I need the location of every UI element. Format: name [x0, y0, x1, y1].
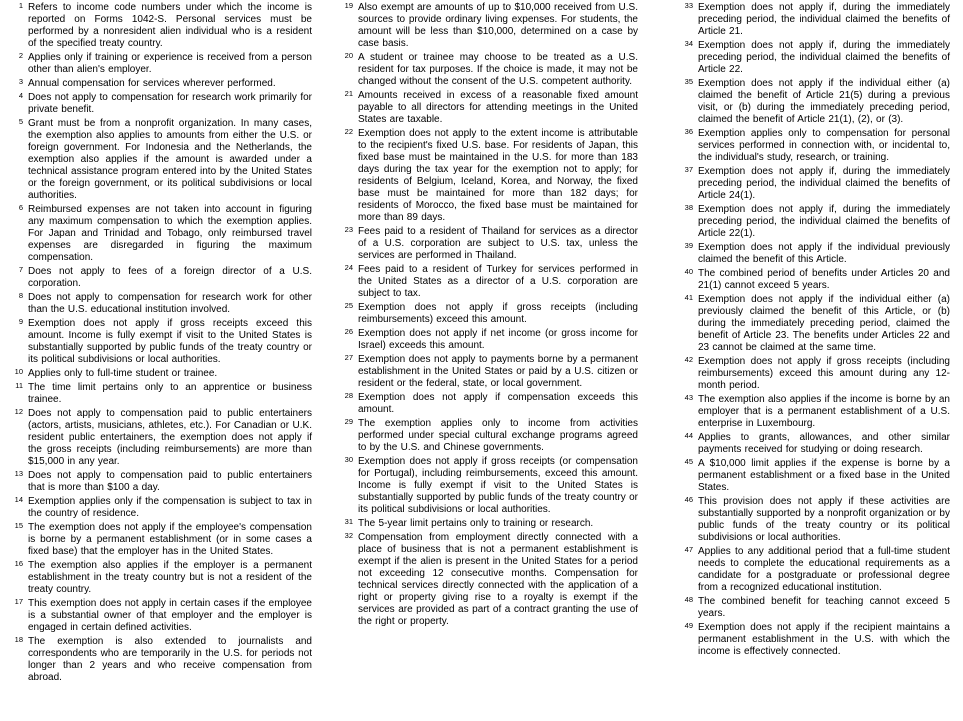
footnote-number: 32	[344, 531, 353, 540]
footnote-text: Grant must be from a nonprofit organization. In many cases, the exemption also applies to amounts from either the U.S. or foreign government. For Indonesia and the Netherlands, the exemption also applies if the amount is awarded under a technical assistance program entered into by the United States or the foreign government, or its political subdivisions or local authorities.	[28, 118, 312, 201]
footnote-item	[678, 294, 950, 354]
footnote-number: 22	[344, 127, 353, 136]
footnote-number: 34	[684, 39, 693, 48]
footnote-item	[678, 622, 950, 658]
footnote-text: Also exempt are amounts of up to $10,000 received from U.S. sources to provide ordinary living expenses. For students, the amount will be less than $10,000, determined on a case by case basis.	[358, 2, 638, 49]
footnote-number: 44	[684, 431, 693, 440]
footnote-text: Reimbursed expenses are not taken into account in figuring any maximum compensation to which the exemption applies. For Japan and Trinidad and Tobago, only reimbursed travel expenses are disregarded in figuring the maximum compensation.	[28, 204, 312, 263]
footnote-number: 19	[344, 1, 353, 10]
footnote-item	[8, 266, 312, 290]
footnote-number: 10	[14, 367, 23, 376]
footnote-item	[338, 226, 638, 262]
footnote-item	[8, 92, 312, 116]
footnote-number: 38	[684, 203, 693, 212]
footnote-text: Fees paid to a resident of Thailand for services as a director of a U.S. corporation are subject to U.S. tax, unless the services are performed in Thailand.	[358, 226, 638, 261]
footnote-item	[338, 456, 638, 516]
footnote-number: 21	[344, 89, 353, 98]
footnote-number: 41	[684, 293, 693, 302]
footnote-number: 36	[684, 127, 693, 136]
footnote-number: 28	[344, 391, 353, 400]
footnote-text: The exemption applies only to income from activities performed under special cultural exchange programs agreed to by the U.S. and Chinese governments.	[358, 418, 638, 453]
footnote-number: 33	[684, 1, 693, 10]
footnote-text: Exemption does not apply if the individual either (a) claimed the benefit of Article 21(5) during a previous visit, or (b) during the immediately preceding period, claimed the benefit of Article 21(1), (2), or (3).	[698, 78, 950, 125]
footnote-number: 20	[344, 51, 353, 60]
footnote-item	[8, 204, 312, 264]
footnote-number: 15	[14, 521, 23, 530]
footnote-item	[8, 52, 312, 76]
footnote-text: The exemption is also extended to journalists and correspondents who are temporarily in the U.S. for periods not longer than 2 years and who receive compensation from abroad.	[28, 636, 312, 683]
footnote-text: Does not apply to compensation paid to public entertainers that is more than $100 a day.	[28, 470, 312, 493]
footnote-number: 5	[18, 117, 23, 126]
footnote-text: Exemption does not apply if gross receipts (including reimbursements) exceed this amount.	[358, 302, 638, 325]
footnote-item	[678, 40, 950, 76]
footnote-number: 26	[344, 327, 353, 336]
footnote-text: Exemption does not apply if gross receipts exceed this amount. Income is fully exempt if visit to the United States is substantially supported by public funds of the treaty country or its political subdivisions or local authorities.	[28, 318, 312, 365]
footnote-item	[8, 522, 312, 558]
footnote-text: Exemption does not apply if the recipient maintains a permanent establishment in the U.S. with which the income is effectively connected.	[698, 622, 950, 657]
footnote-text: This provision does not apply if these activities are substantially supported by a nonprofit organization or by public funds of the treaty country or its political subdivisions or local authorities.	[698, 496, 950, 543]
footnote-number: 2	[18, 51, 23, 60]
footnote-text: Applies to any additional period that a full-time student needs to complete the educational requirements as a candidate for a postgraduate or professional degree from a recognized educational institution.	[698, 546, 950, 593]
footnote-number: 46	[684, 495, 693, 504]
footnote-text: Exemption does not apply if the individual either (a) previously claimed the benefit of this Article, or (b) during the immediately preceding period, claimed the benefit of Article 23. The benefits under Articles 22 and 23 cannot be claimed at the same time.	[698, 294, 950, 353]
footnote-text: This exemption does not apply in certain cases if the employee is a substantial owner of that employer and the employer is engaged in certain defined activities.	[28, 598, 312, 633]
footnote-number: 7	[18, 265, 23, 274]
footnote-item	[678, 496, 950, 544]
footnote-text: Exemption does not apply if, during the immediately preceding period, the individual claimed the benefits of Article 22.	[698, 40, 950, 75]
footnote-item	[678, 268, 950, 292]
footnote-number: 13	[14, 469, 23, 478]
footnote-text: Refers to income code numbers under which the income is reported on Forms 1042-S. Personal services must be performed by a nonresident alien individual who is a resident of the specified treaty country.	[28, 2, 312, 49]
footnote-item	[678, 596, 950, 620]
footnote-item	[678, 394, 950, 430]
footnote-item	[8, 560, 312, 596]
footnote-item	[678, 166, 950, 202]
footnote-text: Exemption applies only if the compensation is subject to tax in the country of residence.	[28, 496, 312, 519]
footnote-text: Compensation from employment directly connected with a place of business that is not a permanent establishment is exempt if the alien is present in the United States for a period not exceeding 12 consecutive months. Compensation for technical services directly connected with the application of a right or property giving rise to a royalty is exempt if the services are provided as part of a contract granting the use of the right or property.	[358, 532, 638, 627]
footnote-number: 25	[344, 301, 353, 310]
footnote-item	[8, 382, 312, 406]
footnote-item	[678, 204, 950, 240]
footnote-item	[678, 458, 950, 494]
footnote-item	[8, 408, 312, 468]
footnote-number: 16	[14, 559, 23, 568]
footnote-number: 39	[684, 241, 693, 250]
footnote-number: 14	[14, 495, 23, 504]
footnote-item	[338, 418, 638, 454]
footnote-text: Does not apply to compensation paid to public entertainers (actors, artists, musicians, athletes, etc.). For Canadian or U.K. resident public entertainers, the exemption does not apply if the gross receipts (including reimbursements) are more than $15,000 in any year.	[28, 408, 312, 467]
footnote-number: 40	[684, 267, 693, 276]
footnote-item	[8, 2, 312, 50]
footnote-text: Applies only to full-time student or trainee.	[28, 368, 218, 379]
footnote-item	[678, 242, 950, 266]
footnote-text: The exemption does not apply if the employee's compensation is borne by a permanent establishment (or in some cases a fixed base) that the employer has in the United States.	[28, 522, 312, 557]
footnote-text: Exemption does not apply if, during the immediately preceding period, the individual claimed the benefits of Article 22(1).	[698, 204, 950, 239]
footnote-number: 4	[18, 91, 23, 100]
footnote-item	[678, 2, 950, 38]
footnote-item	[338, 52, 638, 88]
footnote-column	[638, 2, 950, 660]
footnote-number: 6	[18, 203, 23, 212]
footnote-text: Exemption does not apply if net income (or gross income for Israel) exceeds this amount.	[358, 328, 638, 351]
footnote-text: Exemption applies only to compensation for personal services performed in connection with, or incidental to, the individual's study, research, or training.	[698, 128, 950, 163]
footnote-number: 47	[684, 545, 693, 554]
footnote-item	[338, 328, 638, 352]
footnote-text: Does not apply to compensation for research work primarily for private benefit.	[28, 92, 312, 115]
footnote-number: 45	[684, 457, 693, 466]
footnote-item	[678, 356, 950, 392]
footnote-text: Exemption does not apply if, during the immediately preceding period, the individual claimed the benefits of Article 21.	[698, 2, 950, 37]
footnote-text: Amounts received in excess of a reasonable fixed amount payable to all directors for attending meetings in the United States are taxable.	[358, 90, 638, 125]
footnote-item	[8, 496, 312, 520]
footnote-text: Exemption does not apply if gross receipts (or compensation for Portugal), including reimbursements, exceed this amount. Income is fully exempt if visit to the United States is substantially supported by public funds of the treaty country or its political subdivisions or local authorities.	[358, 456, 638, 515]
footnote-item	[8, 78, 312, 90]
footnote-item	[338, 518, 638, 530]
footnote-column	[312, 2, 638, 630]
footnote-text: The combined benefit for teaching cannot exceed 5 years.	[698, 596, 950, 619]
footnote-text: The exemption also applies if the income is borne by an employer that is a permanent establishment of a U.S. enterprise in Luxembourg.	[698, 394, 950, 429]
footnote-text: Fees paid to a resident of Turkey for services performed in the United States as a director of a U.S. corporation are subject to tax.	[358, 264, 638, 299]
footnote-text: Exemption does not apply to the extent income is attributable to the recipient's fixed U.S. base. For residents of Japan, this fixed base must be maintained in the U.S. for more than 183 days during the tax year for the exemption not to apply; for residents of Belgium, Iceland, Korea, and Norway, the fixed base must be maintained for more than 182 days; for residents of Morocco, the fixed base must be maintained for more than 89 days.	[358, 128, 638, 223]
footnote-number: 17	[14, 597, 23, 606]
footnote-number: 8	[18, 291, 23, 300]
footnote-item	[338, 532, 638, 628]
footnote-number: 31	[344, 517, 353, 526]
footnote-number: 3	[18, 77, 23, 86]
footnote-number: 35	[684, 77, 693, 86]
footnote-number: 37	[684, 165, 693, 174]
footnote-text: The combined period of benefits under Articles 20 and 21(1) cannot exceed 5 years.	[698, 268, 950, 291]
footnote-item	[338, 392, 638, 416]
footnote-item	[338, 90, 638, 126]
footnote-item	[338, 2, 638, 50]
footnote-text: A student or trainee may choose to be treated as a U.S. resident for tax purposes. If the choice is made, it may not be changed without the consent of the U.S. competent authority.	[358, 52, 638, 87]
footnote-text: Annual compensation for services wherever performed.	[28, 78, 276, 89]
footnote-text: A $10,000 limit applies if the expense is borne by a permanent establishment or a fixed base in the United States.	[698, 458, 950, 493]
footnote-text: Applies to grants, allowances, and other similar payments received for studying or doing research.	[698, 432, 950, 455]
footnote-number: 1	[18, 1, 23, 10]
footnote-text: The exemption also applies if the employer is a permanent establishment in the treaty country but is not a resident of the treaty country.	[28, 560, 312, 595]
footnote-item	[338, 128, 638, 224]
footnote-number: 11	[15, 381, 23, 390]
footnote-number: 9	[18, 317, 23, 326]
footnote-number: 29	[344, 417, 353, 426]
footnote-item	[678, 128, 950, 164]
footnote-text: Exemption does not apply if compensation exceeds this amount.	[358, 392, 638, 415]
footnote-item	[678, 78, 950, 126]
footnote-text: The 5-year limit pertains only to training or research.	[358, 518, 594, 529]
footnote-number: 23	[344, 225, 353, 234]
footnote-text: Exemption does not apply if, during the immediately preceding period, the individual claimed the benefits of Article 24(1).	[698, 166, 950, 201]
footnote-text: Does not apply to compensation for research work for other than the U.S. educational institution involved.	[28, 292, 312, 315]
footnote-item	[8, 292, 312, 316]
footnote-item	[8, 598, 312, 634]
footnote-number: 12	[14, 407, 23, 416]
footnote-item	[8, 118, 312, 202]
footnote-text: Exemption does not apply to payments borne by a permanent establishment in the United States or paid by a U.S. citizen or resident or the federal, state, or local government.	[358, 354, 638, 389]
footnote-number: 48	[684, 595, 693, 604]
footnote-number: 24	[344, 263, 353, 272]
footnote-item	[678, 546, 950, 594]
footnote-item	[8, 636, 312, 684]
footnote-item	[8, 470, 312, 494]
footnote-number: 30	[344, 455, 353, 464]
footnote-text: Exemption does not apply if gross receipts (including reimbursements) exceed this amount during any 12-month period.	[698, 356, 950, 391]
footnote-number: 27	[344, 353, 353, 362]
footnote-number: 18	[14, 635, 23, 644]
footnote-item	[338, 302, 638, 326]
footnote-item	[678, 432, 950, 456]
footnote-item	[338, 354, 638, 390]
footnote-text: Does not apply to fees of a foreign director of a U.S. corporation.	[28, 266, 312, 289]
footnote-number: 42	[684, 355, 693, 364]
footnote-text: Applies only if training or experience is received from a person other than alien's employer.	[28, 52, 312, 75]
footnote-item	[338, 264, 638, 300]
footnote-number: 49	[684, 621, 693, 630]
footnote-text: The time limit pertains only to an apprentice or business trainee.	[28, 382, 312, 405]
footnote-item	[8, 368, 312, 380]
footnote-text: Exemption does not apply if the individual previously claimed the benefit of this Article.	[698, 242, 950, 265]
footnote-item	[8, 318, 312, 366]
footnote-number: 43	[684, 393, 693, 402]
footnote-column	[0, 2, 312, 686]
